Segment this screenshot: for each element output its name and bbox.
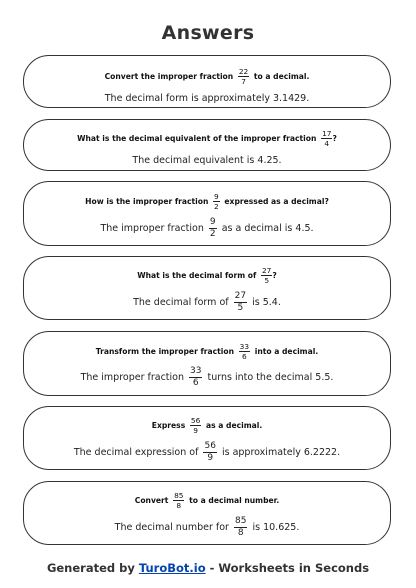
denominator: 6: [192, 378, 199, 388]
answer-text-pre: The decimal form is approximately 3.1429.: [104, 93, 310, 104]
footer-prefix: Generated by: [46, 561, 135, 575]
answer-text-post: is 10.625.: [252, 522, 300, 533]
answer-text-pre: The decimal form of: [133, 297, 229, 308]
question-text-post: ?: [272, 270, 277, 280]
answer-text-post: is approximately 6.2222.: [221, 447, 341, 458]
page-title: Answers: [161, 22, 255, 44]
question-text-pre: Express: [151, 420, 186, 430]
numerator: 27: [234, 291, 247, 301]
question-text-pre: How is the improper fraction: [85, 196, 209, 206]
answer-card-6: [23, 406, 391, 470]
question-text-pre: Convert: [134, 495, 169, 505]
question-text-post: to a decimal.: [253, 71, 310, 81]
denominator: 7: [241, 77, 246, 87]
denominator: 5: [264, 276, 270, 286]
question-text: [24, 417, 390, 435]
numerator: 85: [174, 491, 184, 500]
numerator: 56: [204, 441, 216, 451]
answer-text-pre: The decimal equivalent is 4.25.: [132, 155, 282, 166]
numerator: 33: [190, 366, 202, 376]
answer-text-post: turns into the decimal 5.5.: [207, 372, 334, 383]
answer-text: [24, 442, 390, 463]
answer-fraction: [209, 218, 217, 239]
answer-text: [24, 292, 390, 313]
answer-card-5: [23, 331, 391, 396]
question-text: [24, 343, 390, 361]
answer-card-7: [23, 481, 391, 545]
question-text: [24, 68, 390, 86]
question-text-post: into a decimal.: [254, 346, 319, 356]
answer-text-pre: The decimal number for: [114, 522, 229, 533]
footer-suffix: - Worksheets in Seconds: [209, 561, 370, 575]
answer-text-post: as a decimal is 4.5.: [221, 223, 314, 234]
turobot-link[interactable]: TuroBot.io: [138, 561, 206, 575]
answer-card-2: [23, 119, 391, 171]
answer-fraction: [234, 517, 247, 538]
question-fraction: [261, 267, 272, 285]
answer-card-1: [23, 55, 391, 108]
answer-text: [24, 218, 390, 239]
numerator: 22: [238, 67, 249, 76]
question-text-pre: Convert the improper fraction: [104, 71, 234, 81]
question-text-pre: Transform the improper fraction: [95, 346, 234, 356]
question-fraction: [190, 417, 201, 435]
answer-text-post: is 5.4.: [252, 297, 281, 308]
question-text: [24, 193, 390, 211]
answer-text: [24, 517, 390, 538]
question-fraction: [213, 193, 220, 211]
numerator: 56: [190, 416, 201, 425]
denominator: 2: [209, 229, 216, 239]
numerator: 27: [261, 266, 272, 275]
denominator: 8: [237, 528, 244, 538]
numerator: 9: [209, 217, 216, 227]
question-text-pre: What is the decimal equivalent of the improper fraction: [77, 133, 317, 143]
question-text-post: as a decimal.: [205, 420, 263, 430]
numerator: 33: [239, 342, 250, 351]
question-fraction: [173, 492, 184, 510]
footer: [0, 561, 416, 575]
answer-card-3: [23, 181, 391, 246]
numerator: 17: [322, 129, 332, 138]
answer-text: [24, 367, 390, 388]
denominator: 2: [214, 202, 219, 212]
answer-text-pre: The improper fraction: [100, 223, 204, 234]
numerator: 9: [214, 192, 219, 201]
denominator: 6: [242, 352, 247, 362]
denominator: 9: [207, 453, 214, 463]
denominator: 9: [193, 426, 198, 436]
question-text: [24, 492, 390, 510]
answer-fraction: [189, 367, 202, 388]
numerator: 85: [235, 516, 247, 526]
question-text-post: ?: [332, 133, 337, 143]
answer-text-pre: The decimal expression of: [73, 447, 199, 458]
answer-fraction: [203, 442, 216, 463]
question-fraction: [238, 68, 249, 86]
question-text-post: to a decimal number.: [189, 495, 280, 505]
answer-fraction: [234, 292, 247, 313]
question-text: [24, 267, 390, 285]
question-fraction: [321, 130, 332, 148]
answer-card-4: [23, 256, 391, 320]
question-text-pre: What is the decimal form of: [137, 270, 257, 280]
answer-text: [24, 93, 390, 104]
question-text: [24, 130, 390, 148]
question-fraction: [239, 343, 250, 361]
answer-text: [24, 155, 390, 166]
denominator: 4: [324, 139, 330, 149]
denominator: 8: [176, 501, 182, 511]
answer-text-pre: The improper fraction: [80, 372, 184, 383]
denominator: 5: [237, 303, 244, 313]
question-text-post: expressed as a decimal?: [224, 196, 329, 206]
